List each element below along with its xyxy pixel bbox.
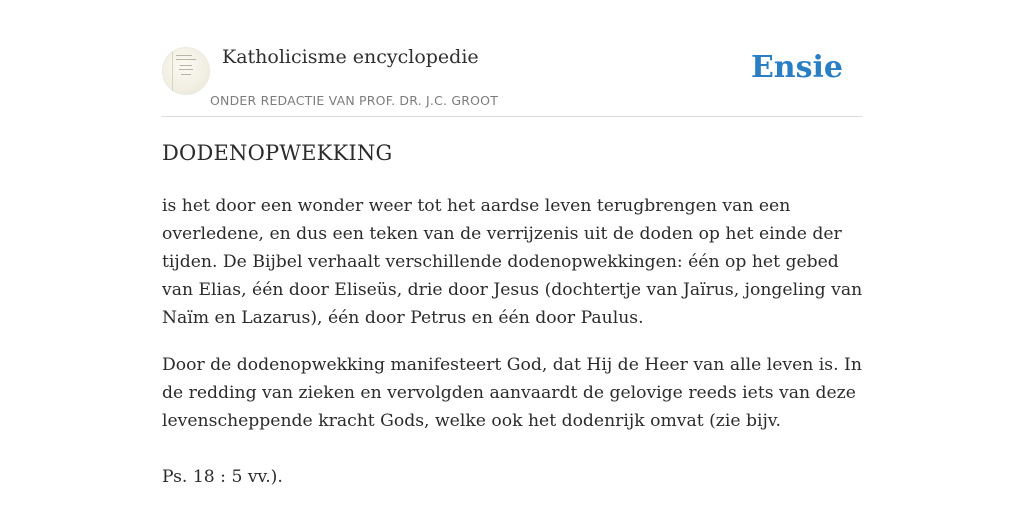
article-page bbox=[162, 0, 862, 512]
cover-spine bbox=[172, 47, 173, 95]
ensie-logo[interactable]: Ensie bbox=[750, 50, 843, 85]
article-paragraph: is het door een wonder weer tot het aardse leven terugbrengen van een overledene, en dus een teken van de verrijzenis uit de doden op het einde der tijden. De Bijbel verhaalt verschillende dodenopwekkingen: één op het gebed van Elias, één door Eliseüs, drie door Jesus (dochtertje van Jaïrus, jongeling van Naïm en Lazarus), één door Petrus en één door Paulus. bbox=[162, 196, 863, 328]
book-cover-icon[interactable] bbox=[162, 47, 210, 95]
site-header bbox=[162, 44, 862, 117]
cover-line bbox=[179, 69, 193, 70]
article-title: DODENOPWEKKING bbox=[162, 141, 393, 165]
cover-line bbox=[180, 65, 192, 66]
article-paragraph: Ps. 18 : 5 vv.). bbox=[162, 467, 283, 487]
encyclopedia-title[interactable]: Katholicisme encyclopedie bbox=[222, 46, 479, 68]
article-paragraph: Door de dodenopwekking manifesteert God, dat Hij de Heer van alle leven is. In de redding van zieken en vervolgden aanvaardt de gelovige reeds iets van deze levenscheppende kracht Gods, welke ook het dodenrijk omvat (zie bijv. bbox=[162, 355, 862, 431]
editor-line: ONDER REDACTIE VAN PROF. DR. J.C. GROOT bbox=[210, 93, 499, 108]
cover-line bbox=[181, 74, 191, 75]
cover-line bbox=[176, 55, 192, 56]
cover-line bbox=[176, 59, 196, 60]
